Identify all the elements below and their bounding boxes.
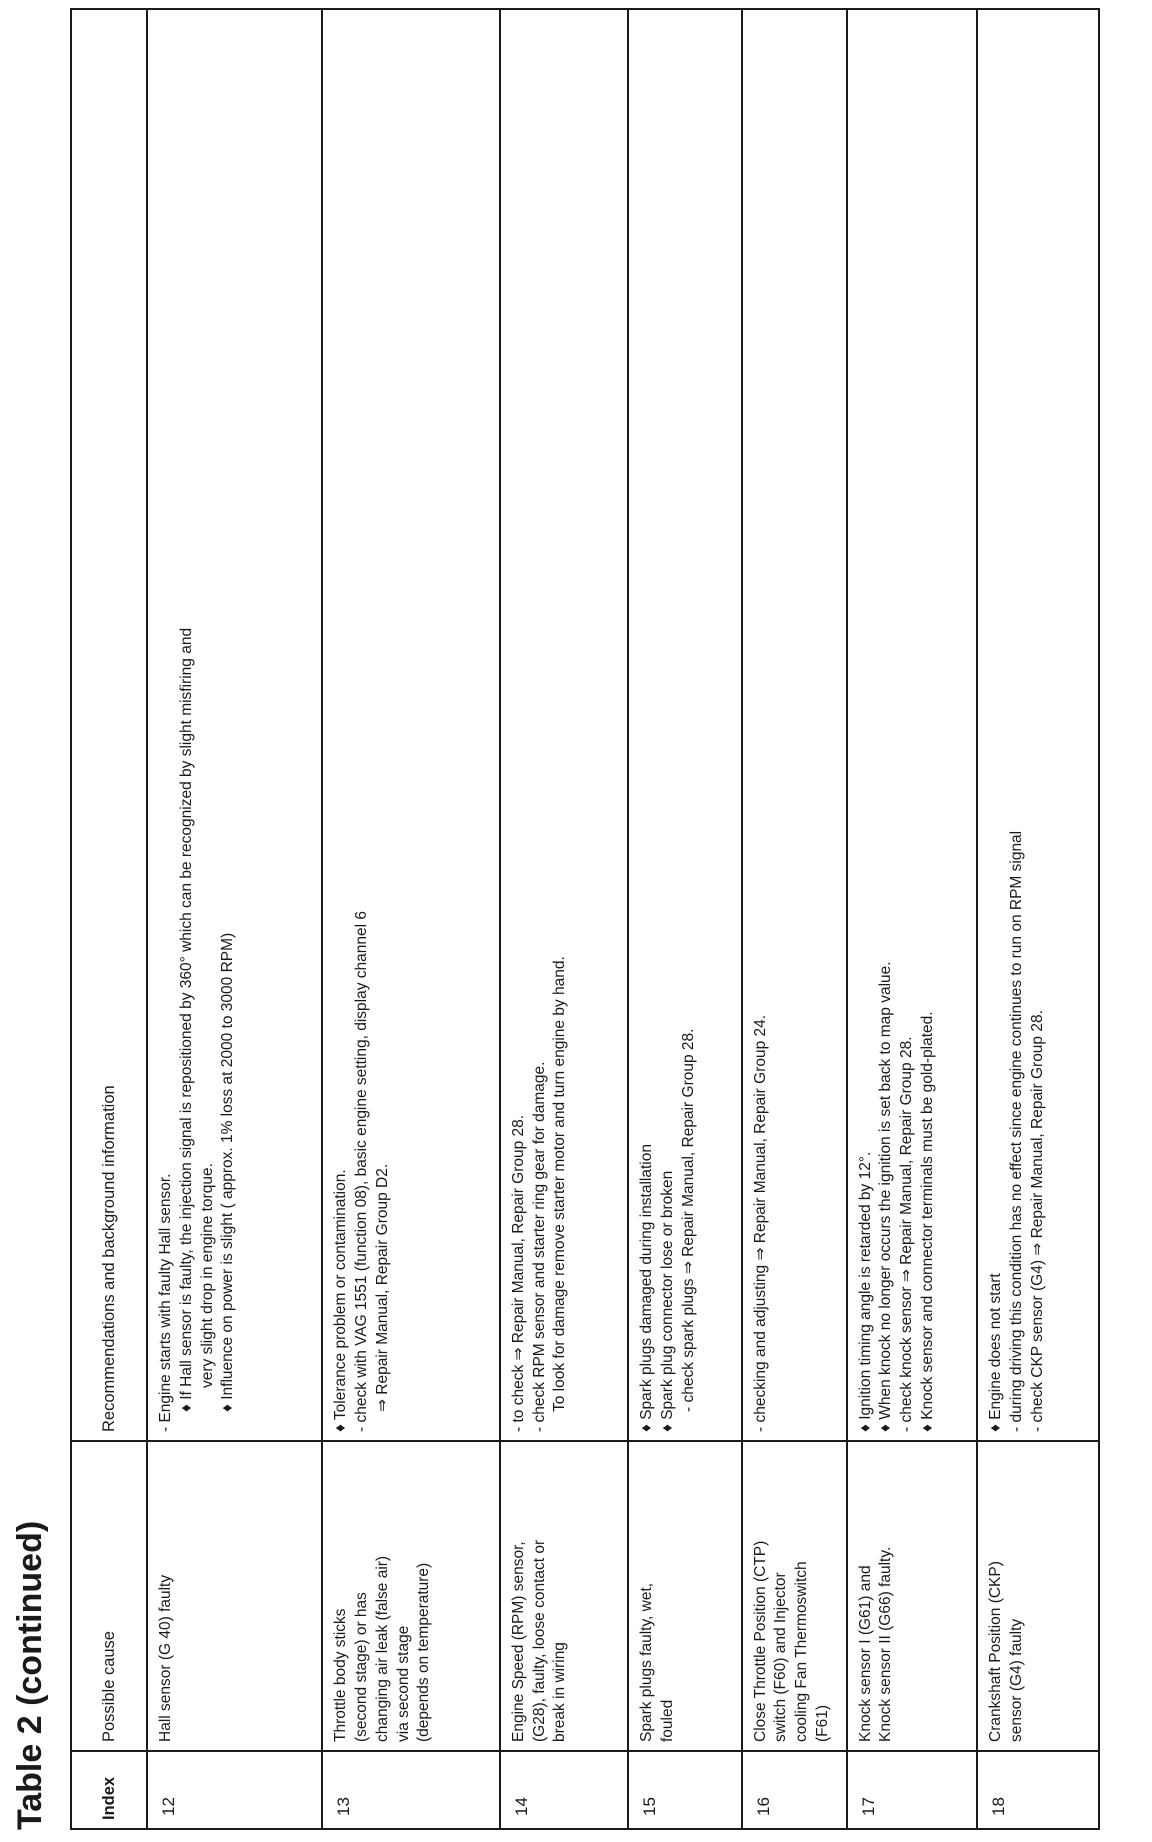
recommendation-line: - check spark plugs ⇒ Repair Manual, Repair Group 28.	[679, 1028, 697, 1412]
row-index: 18	[977, 1751, 1099, 1829]
cause-line: (F61)	[813, 1704, 831, 1742]
recommendation-line: - check with VAG 1551 (function 08), basic engine setting, display channel 6	[353, 911, 371, 1432]
cause-line: Knock sensor I (G61) and	[856, 1565, 874, 1742]
row-index: 15	[628, 1751, 741, 1829]
recommendation-cell	[742, 9, 847, 1441]
cause-line: Close Throttle Position (CTP)	[751, 1540, 769, 1742]
table-row	[628, 9, 741, 1829]
cause-line: Engine Speed (RPM) sensor,	[509, 1541, 527, 1742]
recommendation-line: - check knock sensor ⇒ Repair Manual, Repair Group 28.	[898, 1036, 916, 1432]
recommendation-line: - check RPM sensor and starter ring gear for damage.	[530, 1061, 548, 1432]
row-index: 13	[322, 1751, 500, 1829]
recommendation-line: To look for damage remove starter motor and turn engine by hand.	[551, 956, 569, 1412]
recommendation-line: ♦ Engine does not start	[987, 1273, 1005, 1432]
row-index: 12	[147, 1751, 322, 1829]
table-body	[147, 9, 1099, 1829]
cause-line: switch (F60) and Injector	[772, 1572, 790, 1742]
recommendation-cell	[147, 9, 322, 1441]
recommendation-line: very slight drop in engine torque.	[198, 1163, 216, 1388]
recommendation-line: - during driving this condition has no effect since engine continues to run on RPM signal	[1007, 830, 1025, 1432]
recommendation-cell	[322, 9, 500, 1441]
possible-cause-cell	[628, 1441, 741, 1751]
row-index: 14	[500, 1751, 628, 1829]
cause-line: Knock sensor II (G66) faulty.	[877, 1546, 895, 1742]
cause-line: changing air leak (false air)	[373, 1555, 391, 1742]
recommendation-cell	[977, 9, 1099, 1441]
recommendation-line: ⇒ Repair Manual, Repair Group D2.	[373, 1163, 391, 1412]
recommendation-line: - Engine starts with faulty Hall sensor.	[157, 1173, 174, 1432]
cause-line: Hall sensor (G 40) faulty	[157, 1574, 174, 1742]
table-row	[322, 9, 500, 1829]
table-row	[977, 9, 1099, 1829]
table-row	[147, 9, 322, 1829]
recommendations-header: Recommendations and background information	[71, 9, 147, 1441]
recommendation-cell	[500, 9, 628, 1441]
recommendation-line: ♦ If Hall sensor is faulty, the injection signal is repositioned by 360° which can be recognized by slight misfiring and	[177, 627, 195, 1412]
cause-line: cooling Fan Thermoswitch	[793, 1561, 811, 1742]
recommendation-line: - checking and adjusting ⇒ Repair Manual, Repair Group 24.	[751, 1014, 769, 1432]
cause-header: Possible cause	[71, 1441, 147, 1751]
cause-line: sensor (G4) faulty	[1007, 1618, 1025, 1742]
table-container	[70, 10, 1100, 1830]
recommendation-line: ♦ Ignition timing angle is retarded by 12°.	[856, 1151, 874, 1432]
diagnosis-table	[70, 8, 1100, 1830]
recommendation-cell	[847, 9, 977, 1441]
cause-line: via second stage	[394, 1625, 412, 1742]
table-row	[847, 9, 977, 1829]
recommendation-line: ♦ Spark plug connector lose or broken	[659, 1170, 677, 1432]
cause-line: (G28), faulty, loose contact or	[530, 1539, 548, 1742]
table-header-row	[71, 9, 147, 1829]
recommendation-line: ♦ Influence on power is slight ( approx. 1% loss at 2000 to 3000 RPM)	[219, 932, 237, 1412]
cause-line: Spark plugs faulty, wet,	[638, 1582, 656, 1742]
recommendation-line: ♦ When knock no longer occurs the ignition is set back to map value.	[877, 961, 895, 1432]
cause-line: (depends on temperature)	[415, 1562, 433, 1742]
index-header: Index	[71, 1751, 147, 1829]
cause-line: (second stage) or has	[353, 1592, 371, 1742]
recommendation-cell	[628, 9, 741, 1441]
possible-cause-cell	[847, 1441, 977, 1751]
possible-cause-cell	[500, 1441, 628, 1751]
possible-cause-cell	[977, 1441, 1099, 1751]
cause-line: Crankshaft Position (CKP)	[987, 1561, 1005, 1742]
table-row	[742, 9, 847, 1829]
possible-cause-cell	[322, 1441, 500, 1751]
possible-cause-cell	[742, 1441, 847, 1751]
recommendation-line: - check CKP sensor (G4) ⇒ Repair Manual, Repair Group 28.	[1028, 1010, 1046, 1432]
page-title: Table 2 (continued)	[11, 1520, 49, 1830]
table-row	[500, 9, 628, 1829]
cause-line: fouled	[659, 1699, 677, 1742]
recommendation-line: ♦ Knock sensor and connector terminals must be gold-plated.	[918, 1011, 936, 1432]
recommendation-line: - to check ⇒ Repair Manual, Repair Group 28.	[509, 1114, 527, 1432]
row-index: 16	[742, 1751, 847, 1829]
cause-line: Throttle body sticks	[332, 1608, 350, 1742]
possible-cause-cell	[147, 1441, 322, 1751]
row-index: 17	[847, 1751, 977, 1829]
recommendation-line: ♦ Spark plugs damaged during installation	[638, 1144, 656, 1432]
cause-line: break in wiring	[551, 1642, 569, 1742]
recommendation-line: ♦ Tolerance problem or contamination.	[332, 1169, 350, 1432]
